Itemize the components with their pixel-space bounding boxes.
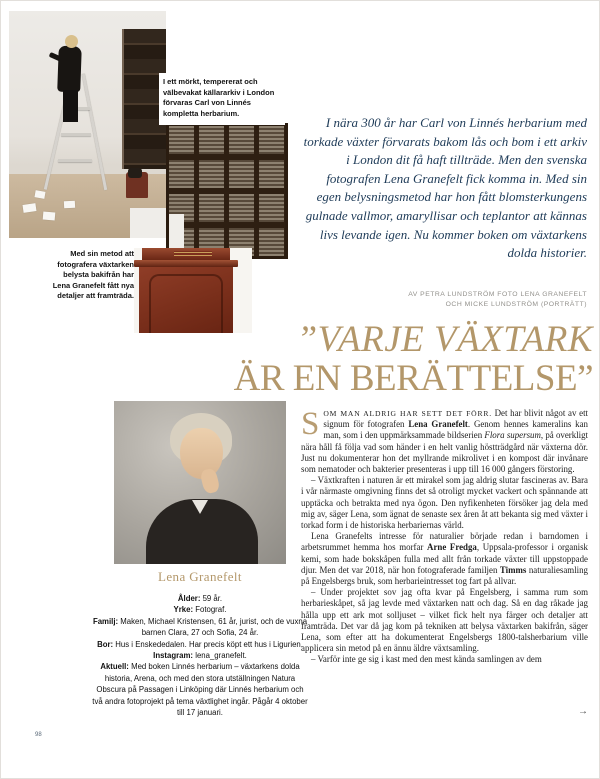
byline xyxy=(301,290,587,309)
herbarium-shelves-photo xyxy=(166,123,288,259)
cabinet-pediment-shape xyxy=(142,248,230,260)
article-paragraph: – Varför inte ge sig i kast med den mest kända samlingen av dem xyxy=(311,654,542,665)
drop-cap: S xyxy=(301,406,320,442)
headline-line2: ÄR EN BERÄTTELSE” xyxy=(233,358,593,399)
bio-entry: Instagram: lena_granefelt. xyxy=(153,651,247,661)
ladder-step-shape xyxy=(61,133,91,136)
paper-sheet-shape xyxy=(34,190,45,199)
continuation-arrow: → xyxy=(578,706,588,717)
bio-entry: Familj: Maken, Michael Kristensen, 61 år, jurist, och de vuxna barnen Clara, 27 och Sofia, 24 år. xyxy=(92,616,308,638)
article-paragraph: – Växtkraften i naturen är ett mirakel som jag aldrig slutar fascineras av. Bara i vår närmaste omgivning finns det så otroligt mycket vackert och spännande att upptäcka och betrakta med nya ögon. Den nyfikenheten försöker jag dela med mig av, säger Lena, som ägnat de senaste sex åren åt att bekanta sig med växter i torkad form i de historiska herbariernas värld. xyxy=(301,475,588,531)
article-paragraph: Lena Granefelts intresse för naturalier började redan i barndomen i arbetsrummet hemma hos morfar Arne Fredga, Uppsala-professor i organisk kemi, som hade bokskåpen fulla med allt från torkade växter till uppstoppade djur. Men det var 2018, när hon fotograferade familjen Timms naturaliesamling på Engelsbergs bruk, som herbarieintresset tog fart på allvar. xyxy=(301,531,588,587)
byline-line2: OCH MICKE LUNDSTRÖM (PORTRÄTT) xyxy=(445,300,587,308)
bio-list xyxy=(91,593,309,718)
article-paragraph: – Under projektet sov jag ofta kvar på Engelsberg, i samma rum som herbarieskåpet, så jag levde med växtarken natt och dag. Så en dag råkade jag hålla upp ett ark mot solljuset – vilket fick helt nya färger och detaljer att framträda. Det var då jag kom på tekniken att belysa växtarken bakifrån, säger Lena, som efter att ha dokumenterat Engelsbergs 1800-talsherbarium ville applicera sin metod på en ännu äldre växtsamling. xyxy=(301,587,588,654)
caption-method: Med sin metod att fotografera växtarken belysta bakifrån har Lena Granefelt fått nya detaljer att framträda. xyxy=(52,249,134,300)
ladder-step-shape xyxy=(58,159,92,162)
bio-entry: Bor: Hus i Enskededalen. Har precis köpt ett hus i Ligurien. xyxy=(97,639,303,649)
paper-sheet-shape xyxy=(43,211,56,220)
bio-entry: Aktuell: Med boken Linnés herbarium – växtarkens dolda historia, Arena, och med den stora utställningen Natura Obscura på Passagen i Linköping där Linnés herbarium och två andra fotoprojekt på tema växtlighet ingår. Pågår 4 oktober till 17 januari. xyxy=(92,662,308,718)
portrait-hand-shape xyxy=(199,467,220,494)
caption-archive: I ett mörkt, tempererat och välbevakat källararkiv i London förvaras Carl von Linnés kompletta herbarium. xyxy=(159,73,285,125)
ladder-shape xyxy=(82,74,107,190)
page-number: 98 xyxy=(35,732,42,738)
bio-entry: Yrke: Fotograf. xyxy=(173,605,227,615)
table-shape xyxy=(130,208,166,238)
paper-sheet-shape xyxy=(64,201,75,209)
headline-line1: ”VARJE VÄXTARK xyxy=(296,319,593,360)
photographer-figure xyxy=(57,46,82,93)
headline-quote xyxy=(97,321,593,398)
archive-ladder-photo xyxy=(9,11,166,238)
cabinet-cornice-shape xyxy=(134,260,238,267)
photographer-figure xyxy=(65,35,78,48)
cabinet-plaque-shape xyxy=(174,251,212,257)
profile-name: Lena Granefelt xyxy=(158,569,242,584)
bag-shape xyxy=(128,168,142,178)
photographer-figure xyxy=(63,90,78,122)
byline-line1: AV PETRA LUNDSTRÖM FOTO LENA GRANEFELT xyxy=(408,291,587,298)
intro-lede: I nära 300 år har Carl von Linnés herbarium med torkade växter förvarats bakom lås och bom i ett arkiv i London dit få haft tillträde. Men den svenska fotografen Lena Granefelt fick komma in. Med sin egen belysningsmetod har hon fått blomsterkungens gulnade vallmor, amaryllisar och teplantor att kännas livs levande igen. Nu kommer boken om växtarkens dolda historier. xyxy=(303,115,587,261)
lena-granefelt-portrait xyxy=(114,401,286,564)
article-paragraph: SOM MAN ALDRIG HAR SETT DET FÖRR. Det har blivit något av ett signum för fotografen Lena Granefelt. Genom hennes kameralins kan man, som i den uppmärksammade bildserien Flora supersum, på overkligt nära håll få följa vad som händer i en helt vanlig höstträdgård när växterna dör. Just nu dokumenterar hon det myllrande mikrolivet i en kompost där invånare som nematoder och bakterier presenteras i upp till 16 000 gångers förstoring. xyxy=(301,406,588,475)
article-body xyxy=(301,408,588,666)
bio-entry: Ålder: 59 år. xyxy=(177,594,223,603)
